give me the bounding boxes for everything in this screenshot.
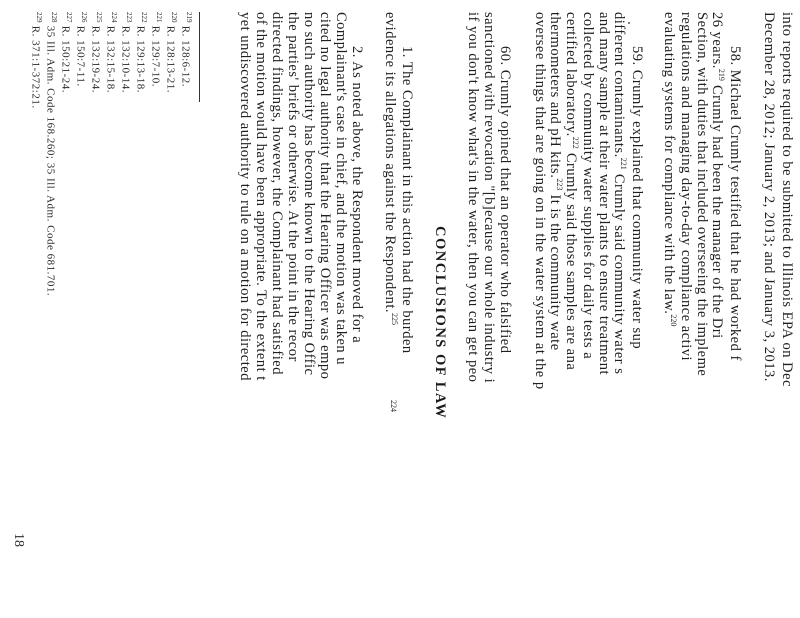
body-line: the parties' briefs or otherwise. At the point in the recor bbox=[285, 12, 301, 362]
body-line: December 28, 2012; January 2, 2013; and January 3, 2013. bbox=[761, 12, 777, 382]
footnote: $^{221}$ R. 129:7-10. bbox=[149, 12, 163, 88]
footnote: $^{228}$ 35 Ill. Adm. Code 168.260; 35 Ill. Adm. Code 681.701. bbox=[44, 12, 58, 297]
footnote: $^{220}$ R. 128:13-21. bbox=[164, 12, 178, 94]
body-line: oversee things that are going on in the water system at the p bbox=[532, 12, 548, 390]
body-line: different contaminants.$^{221}$ Crumly said community water s bbox=[611, 12, 628, 375]
body-line: evaluating systems for compliance with the law.$^{220}$ bbox=[661, 12, 678, 327]
body-line: and many sample at their water plants to ensure treatment bbox=[596, 12, 612, 376]
body-line: certified laboratory.$^{222}$ Crumly said those samples are ana bbox=[563, 12, 580, 371]
body-line: thermometers and pH kits.$^{223}$ It is the community wate bbox=[547, 12, 564, 351]
footnote: $^{223}$ R. 132:10-14. bbox=[119, 12, 133, 94]
body-line: directed findings, however, the Complainant had satisfied bbox=[269, 12, 285, 375]
body-line: 26 years.$^{219}$ Crumly had been the manager of the Dri bbox=[709, 12, 726, 339]
body-line: yet undiscovered authority to rule on a motion for directed bbox=[237, 12, 253, 381]
scan-speck bbox=[628, 22, 630, 24]
body-line: cited no legal authority that the Hearing Officer was empo bbox=[317, 12, 333, 380]
footnote: $^{222}$ R. 129:13-18. bbox=[134, 12, 148, 94]
body-line: 60. Crumly opined that an operator who falsified bbox=[497, 46, 513, 354]
footnote-divider bbox=[199, 12, 200, 102]
footnote: $^{227}$ R. 150:21-24. bbox=[59, 12, 73, 94]
body-line: 58. Michael Crumly testified that he had worked f bbox=[727, 46, 743, 361]
body-line: 2. As noted above, the Respondent moved for a bbox=[349, 46, 365, 344]
body-line: 59. Crumly explained that community water sup bbox=[629, 46, 645, 350]
body-line: Complainant's case in chief, and the motion was taken u bbox=[333, 12, 349, 366]
footnote: $^{224}$ R. 132:15-18. bbox=[104, 12, 118, 94]
body-line: evidence its allegations against the Respondent.$^{225}$ bbox=[382, 12, 399, 326]
heading-footnote-ref: 224 bbox=[389, 400, 398, 412]
body-line: no such authority has become known to the Hearing Offic bbox=[301, 12, 317, 376]
page-number: 18 bbox=[11, 533, 26, 547]
section-heading: CONCLUSIONS OF LAW bbox=[432, 226, 448, 420]
body-line: sanctioned with revocation "[b]ecause our whole industry i bbox=[481, 12, 497, 384]
body-line: collected by community water supplies for daily tests a bbox=[580, 12, 596, 360]
body-line: of the motion would have been appropriate. To the extent t bbox=[253, 12, 269, 381]
body-line: Section, with duties that included overseeing the impleme bbox=[694, 12, 710, 377]
body-line: regulations and managing day-to-day compliance activi bbox=[678, 12, 694, 362]
body-line: if you don't know what's in the water, then you can get peo bbox=[465, 12, 481, 383]
footnote: $^{225}$ R. 132:19-24. bbox=[89, 12, 103, 94]
footnote: $^{226}$ R. 150:7-11. bbox=[74, 12, 88, 87]
body-line: into reports required to be submitted to Illinois EPA on Dec bbox=[779, 12, 795, 388]
footnote: $^{229}$ R. 371:1-372:21. bbox=[29, 12, 43, 109]
footnote: $^{219}$ R. 128:6-12. bbox=[179, 12, 193, 88]
body-line: 1. The Complainant in this action had the burden bbox=[399, 46, 415, 354]
